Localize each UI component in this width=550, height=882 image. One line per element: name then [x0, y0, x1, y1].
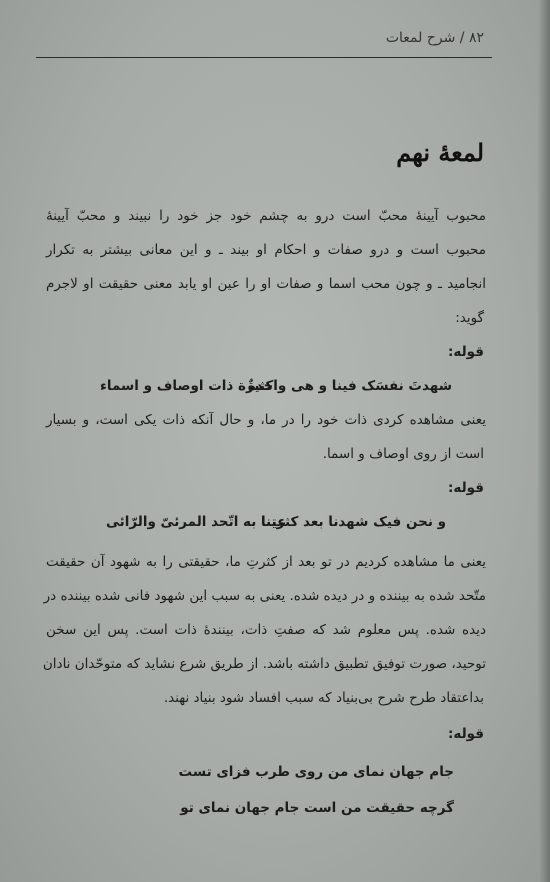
chapter-title: لمعهٔ نهم	[396, 138, 484, 167]
verse-1-right-hemistich: شهدتَ نفسَک فینا و هی واحدةٌ	[247, 378, 452, 394]
paragraph-1-line-3: انجامید ـ و چون محب اسما و صفات او را عین او یابد معنی حقیقت او لاجرم	[46, 276, 486, 292]
qawluh-label-1: قوله:	[448, 344, 484, 360]
couplet-line-1: جام جهان نمای من روی طرب فزای تست	[178, 764, 454, 780]
paragraph-3-line-2: متّحد شده به بیننده و در دیده شده. یعنی به سبب این شهود فانی شده بیننده در	[43, 588, 486, 604]
paragraph-3-line-5: بداعتقاد طرح شرح بی‌بنیاد که سبب افساد شود بنیاد نهند.	[163, 690, 484, 706]
running-head: ۸۲ / شرح لمعات	[385, 30, 484, 46]
verse-2-left-hemistich: عینا به اتّحد المرئیّ والرّائی	[106, 514, 287, 530]
paragraph-3-line-4: توحید، صورت توفیق تطبیق داشته باشد. از طریق شرع نشاید که متوحّدان نادان	[42, 656, 486, 672]
paragraph-3-line-1: یعنی ما مشاهده کردیم در تو بعد از کثرتِ ما، حقیقتی را به شهود آن حقیقت	[46, 554, 486, 570]
qawluh-label-3: قوله:	[448, 726, 484, 742]
qawluh-label-2: قوله:	[448, 480, 484, 496]
verse-1-left-hemistich: کثیرة ذات اوصاف و اسماء	[100, 378, 274, 394]
verse-2-right-hemistich: و نحن فیک شهدنا بعد کثرتنا	[260, 514, 446, 530]
paragraph-2-line-1: یعنی مشاهده کردی ذات خود را در ما، و حال آنکه ذات یکی است، و بسیار	[46, 412, 486, 428]
couplet-line-2: گرچه حقیقت من است جام جهان نمای تو	[180, 800, 454, 816]
header-rule	[36, 57, 492, 58]
paragraph-1-line-4: گوید:	[455, 310, 484, 326]
paragraph-2-line-2: است از روی اوصاف و اسما.	[322, 446, 484, 462]
page-gutter-shadow	[538, 0, 550, 882]
paragraph-1-line-2: محبوب است و درو صفات و احکام او بیند ـ و این معانی بیشتر به تکرار	[46, 242, 486, 258]
paragraph-1-line-1: محبوب آیینهٔ محبّ است درو به چشم خود جز خود را نبیند و محبّ آیینهٔ	[46, 208, 486, 224]
paragraph-3-line-3: دیده شده. پس معلوم شد که صفتِ ذات، بینندهٔ ذات است. پس این سخن	[46, 622, 486, 638]
